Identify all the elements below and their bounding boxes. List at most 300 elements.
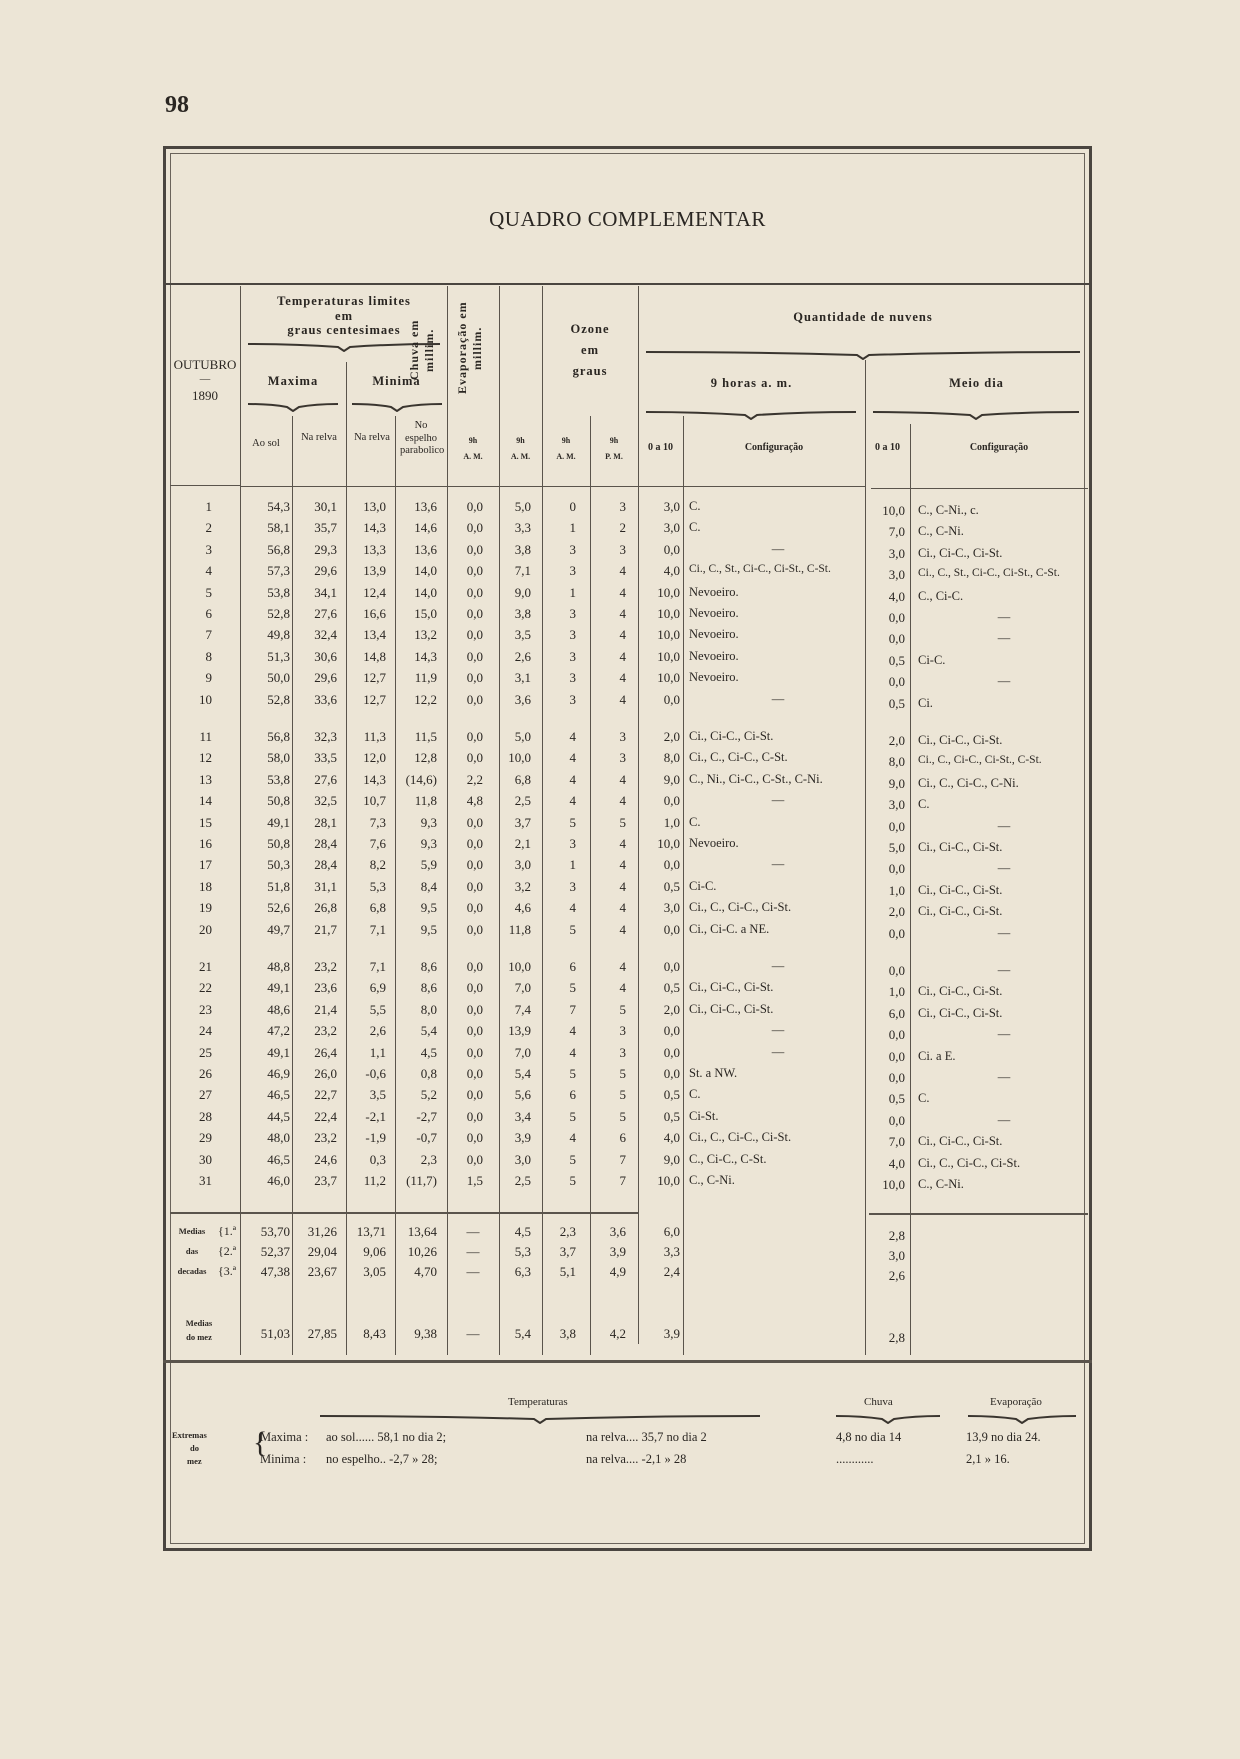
cloud-config-noon: Ci. a E.	[918, 1048, 956, 1063]
cloud-config-9h: Ci., Ci-C. a NE.	[689, 921, 770, 936]
table-cell: 13,9	[363, 563, 386, 579]
table-cell: (14,6)	[405, 771, 437, 787]
table-cell: 49,1	[267, 1044, 290, 1060]
day-number: 27	[199, 1087, 212, 1103]
cloud-config-9h: Nevoeiro.	[689, 627, 739, 642]
decade-mean-cell: 53,70	[260, 1224, 290, 1239]
cloud-amount-noon: 0,0	[888, 963, 905, 978]
table-cell: 7,6	[369, 836, 386, 851]
table-cell: 4,6	[514, 900, 531, 916]
month-mean-label: Medias	[185, 1318, 213, 1328]
table-cell: 52,6	[267, 900, 290, 916]
table-cell: 5,4	[420, 1023, 437, 1039]
table-cell: -2,7	[416, 1108, 437, 1124]
table-cell: 48,8	[267, 959, 290, 974]
title-rule	[166, 283, 1089, 285]
table-cell: 48,0	[267, 1130, 290, 1146]
table-cell: 0,0	[466, 1151, 483, 1167]
table-cell: 0,0	[466, 606, 483, 621]
table-cell: 28,4	[314, 857, 337, 873]
table-cell: 3	[569, 836, 576, 851]
table-cell: 31,1	[314, 878, 337, 894]
cloud-config-noon: —	[997, 1070, 1011, 1084]
table-cell: 14,8	[363, 648, 386, 664]
table-cell: 58,0	[267, 750, 290, 766]
column-divider	[910, 424, 911, 1355]
table-cell: 4	[569, 1130, 576, 1146]
footer-evaporacao-label: Evaporação	[990, 1396, 1042, 1408]
decade-mean-cell: 3,3	[663, 1244, 680, 1259]
table-cell: 4	[619, 606, 626, 621]
table-cell: 8,2	[369, 857, 386, 873]
table-cell: 0,8	[420, 1066, 437, 1081]
decade-mean-cell: —	[466, 1244, 480, 1259]
cloud-amount-noon: 3,0	[888, 545, 905, 561]
day-number: 23	[199, 1001, 212, 1017]
table-cell: 10,0	[657, 648, 680, 664]
cloud-amount-noon: 0,0	[888, 631, 905, 647]
table-cell: 0,3	[369, 1151, 386, 1167]
cloud-amount-noon: 2,0	[888, 733, 905, 748]
decade-mean-cell: 13,64	[407, 1224, 437, 1239]
nove-horas-brace	[646, 410, 856, 420]
cloud-config-9h: Nevoeiro.	[689, 606, 739, 620]
table-cell: 13,6	[414, 499, 437, 514]
cloud-config-9h: Ci., Ci-C., Ci-St.	[689, 980, 774, 995]
table-cell: 3	[619, 1044, 626, 1060]
ozone-9h-am-header: 9h	[561, 436, 571, 445]
table-cell: 0,0	[466, 1066, 483, 1081]
table-cell: 3	[569, 670, 576, 686]
table-cell: 3	[569, 606, 576, 621]
table-cell: 4	[569, 793, 576, 809]
table-cell: 3,7	[514, 814, 531, 830]
decade-mean-cell: 4,70	[414, 1264, 437, 1279]
table-cell: 2,5	[514, 1173, 531, 1188]
table-cell: 57,3	[267, 563, 290, 579]
table-cell: 6,9	[369, 980, 386, 996]
table-cell: 29,6	[314, 563, 337, 579]
table-cell: 5	[619, 1066, 626, 1081]
cloud-config-noon: C., C-Ni.	[918, 1177, 964, 1191]
cloud-config-noon: Ci., C., Ci-C., Ci-St., C-St.	[918, 754, 1042, 767]
decade-mean-cell: 6,0	[663, 1224, 680, 1239]
table-cell: 4	[619, 980, 626, 996]
cloud-config-9h: Ci., C., St., Ci-C., Ci-St., C-St.	[689, 563, 831, 576]
table-cell: 30,1	[314, 499, 337, 514]
table-cell: 10,0	[657, 1173, 680, 1188]
month-mean-cell: 8,43	[363, 1326, 386, 1341]
table-cell: 0,0	[663, 541, 680, 557]
table-cell: 7,4	[514, 1001, 531, 1017]
table-cell: 3	[569, 563, 576, 579]
cloud-config-noon: —	[997, 631, 1011, 646]
table-cell: 5	[619, 1108, 626, 1124]
table-cell: 0,0	[663, 1066, 680, 1081]
day-number: 20	[199, 921, 212, 937]
decade-cloud-noon: 2,8	[888, 1228, 905, 1243]
table-cell: 48,6	[267, 1001, 290, 1017]
cloud-amount-noon: 0,0	[888, 1027, 905, 1043]
table-cell: 2,0	[663, 729, 680, 744]
table-cell: 1,1	[369, 1044, 386, 1060]
table-cell: 4	[569, 729, 576, 744]
table-cell: 26,4	[314, 1044, 337, 1060]
table-cell: 6,8	[514, 771, 531, 787]
table-cell: 0,0	[663, 793, 680, 809]
decade-mean-cell: 4,9	[609, 1264, 626, 1279]
day-number: 11	[199, 729, 212, 744]
escala-9h-header: 0 a 10	[648, 442, 673, 453]
table-cell: 56,8	[267, 729, 290, 744]
table-cell: 0,0	[466, 729, 483, 744]
table-cell: -2,1	[365, 1108, 386, 1124]
table-cell: 33,5	[314, 750, 337, 766]
cloud-config-9h: Nevoeiro.	[689, 584, 739, 599]
table-cell: 3,2	[514, 878, 531, 894]
ozone-pm-header: P. M.	[605, 452, 623, 461]
na-relva-max-header: Na relva	[301, 432, 337, 443]
nuvens-brace	[646, 350, 1080, 360]
day-number: 6	[205, 606, 212, 621]
table-cell: 3,5	[369, 1087, 386, 1103]
cloud-config-9h: Ci., Ci-C., Ci-St.	[689, 729, 774, 743]
table-cell: 50,8	[267, 793, 290, 809]
table-cell: 0,0	[466, 1087, 483, 1103]
cloud-config-9h: C.	[689, 1087, 701, 1102]
table-cell: 23,6	[314, 980, 337, 996]
decade-mean-cell: 3,7	[559, 1244, 576, 1259]
table-cell: 35,7	[314, 520, 337, 536]
table-cell: 0,0	[663, 921, 680, 937]
day-number: 9	[205, 670, 212, 686]
table-cell: 46,9	[267, 1066, 290, 1081]
column-divider	[683, 416, 684, 1355]
cloud-config-9h: C., Ni., Ci-C., C-St., C-Ni.	[689, 771, 823, 786]
cloud-config-noon: —	[997, 818, 1011, 833]
table-cell: 51,3	[267, 648, 290, 664]
table-cell: 0,0	[466, 750, 483, 766]
table-cell: 4	[619, 627, 626, 643]
table-cell: 0,0	[466, 921, 483, 937]
table-cell: 51,8	[267, 878, 290, 894]
cloud-amount-noon: 0,0	[888, 1112, 905, 1128]
meio-dia-header: Meio dia	[949, 376, 1004, 390]
cloud-config-noon: Ci-C.	[918, 652, 946, 667]
table-cell: 50,8	[267, 836, 290, 851]
table-cell: 3,6	[514, 691, 531, 707]
table-cell: 49,8	[267, 627, 290, 643]
cloud-config-noon: C.	[918, 1091, 930, 1106]
table-cell: 0,5	[663, 1108, 680, 1124]
table-cell: 47,2	[267, 1023, 290, 1039]
decade-cloud-noon: 2,6	[888, 1268, 905, 1283]
table-cell: 7	[619, 1173, 626, 1188]
table-cell: 3,0	[514, 1151, 531, 1167]
table-cell: 13,6	[414, 541, 437, 557]
cloud-config-noon: Ci., Ci-C., Ci-St.	[918, 1134, 1003, 1149]
na-relva-min-header: Na relva	[354, 432, 390, 443]
table-cell: 3	[569, 627, 576, 643]
decade-ordinal: {2.ª	[218, 1244, 237, 1258]
table-cell: 3,0	[663, 520, 680, 536]
day-number: 2	[205, 520, 212, 536]
table-cell: 0,0	[466, 563, 483, 579]
table-cell: 9,5	[420, 900, 437, 916]
table-cell: 52,8	[267, 691, 290, 707]
day-number: 4	[205, 563, 212, 579]
footer-top-rule	[163, 1360, 1092, 1363]
table-cell: 5	[569, 1066, 576, 1081]
table-cell: 0,0	[466, 1130, 483, 1146]
decade-ordinal: {1.ª	[218, 1224, 237, 1238]
table-cell: 0,0	[663, 1023, 680, 1039]
table-cell: 4	[619, 878, 626, 894]
table-cell: 5	[619, 814, 626, 830]
table-cell: 14,6	[414, 520, 437, 536]
day-number: 31	[199, 1173, 212, 1188]
cloud-amount-noon: 0,0	[888, 1048, 905, 1064]
table-cell: 5	[569, 1151, 576, 1167]
table-cell: 4	[569, 750, 576, 766]
table-cell: 0,0	[466, 520, 483, 536]
table-cell: 0,0	[466, 857, 483, 873]
cloud-amount-noon: 7,0	[888, 1134, 905, 1150]
table-cell: 0,0	[466, 1108, 483, 1124]
footer-temperaturas-label: Temperaturas	[508, 1396, 568, 1408]
table-cell: 0,0	[466, 878, 483, 894]
table-cell: 49,7	[267, 921, 290, 937]
table-cell: 24,6	[314, 1151, 337, 1167]
table-cell: 4	[619, 670, 626, 686]
ozone-9h-pm-header: 9h	[609, 436, 619, 445]
table-cell: 33,6	[314, 691, 337, 707]
table-cell: 53,8	[267, 584, 290, 600]
cloud-config-9h: —	[771, 793, 785, 808]
cloud-amount-noon: 0,5	[888, 695, 905, 711]
month-mean-cell: 5,4	[514, 1326, 531, 1341]
table-cell: 4,0	[663, 1130, 680, 1146]
nuvens-header: Quantidade de nuvens	[793, 310, 933, 324]
cloud-config-noon: —	[997, 1027, 1011, 1042]
table-cell: 10,7	[363, 793, 386, 809]
table-cell: 3,3	[514, 520, 531, 536]
table-cell: 54,3	[267, 499, 290, 514]
table-cell: 5	[569, 814, 576, 830]
cloud-amount-noon: 7,0	[888, 524, 905, 540]
cloud-config-noon: Ci., Ci-C., Ci-St.	[918, 904, 1003, 919]
day-number: 18	[199, 878, 212, 894]
table-cell: 0,0	[466, 980, 483, 996]
escala-meio-dia-header: 0 a 10	[875, 442, 900, 453]
footer-extremas-label: Extremas	[172, 1430, 207, 1440]
cloud-config-noon: Ci., C., St., Ci-C., Ci-St., C-St.	[918, 567, 1060, 580]
table-cell: 0,0	[466, 959, 483, 974]
cloud-config-9h: Ci., C., Ci-C., Ci-St.	[689, 900, 792, 915]
table-cell: 3,9	[514, 1130, 531, 1146]
cloud-amount-noon: 0,0	[888, 861, 905, 877]
decade-mean-cell: 3,9	[609, 1244, 626, 1259]
table-cell: 26,8	[314, 900, 337, 916]
ozone-am-header: A. M.	[556, 452, 576, 461]
table-cell: 23,7	[314, 1173, 337, 1188]
table-cell: 12,7	[363, 691, 386, 707]
evap-9h-header: 9h	[516, 436, 525, 445]
decade-mean-cell: 5,3	[514, 1244, 531, 1259]
table-cell: 11,3	[363, 729, 386, 744]
table-cell: 7,0	[514, 1044, 531, 1060]
decade-mean-cell: 29,04	[307, 1244, 337, 1259]
maxima-header: Maxima	[267, 374, 319, 388]
table-cell: 22,4	[314, 1108, 337, 1124]
cloud-config-9h: —	[771, 541, 785, 556]
table-cell: 13,2	[414, 627, 437, 643]
cloud-config-noon: C., C-Ni., c.	[918, 503, 979, 517]
cloud-config-9h: Nevoeiro.	[689, 670, 739, 685]
footer-temperature-brace	[320, 1414, 760, 1424]
table-cell: 29,3	[314, 541, 337, 557]
table-cell: 13,9	[508, 1023, 531, 1039]
temperature-group-header-units: graus centesimaes	[287, 323, 401, 337]
day-number: 8	[205, 648, 212, 664]
table-cell: 5,3	[369, 878, 386, 894]
decade-mean-cell: —	[466, 1224, 480, 1239]
table-cell: 2,6	[369, 1023, 386, 1039]
footer-chuva-label: Chuva	[864, 1396, 893, 1408]
footer-maxima-chuva: 4,8 no dia 14	[836, 1430, 902, 1444]
table-cell: 12,0	[363, 750, 386, 766]
table-cell: 4	[569, 900, 576, 916]
cloud-amount-noon: 4,0	[888, 588, 905, 604]
footer-maxima-sol: ao sol...... 58,1 no dia 2;	[326, 1430, 447, 1444]
table-cell: 0,0	[466, 541, 483, 557]
table-cell: -0,7	[416, 1130, 437, 1146]
cloud-config-9h: —	[771, 691, 785, 706]
table-cell: 6	[569, 959, 576, 974]
no-espelho-header: No espelho parabolico	[400, 420, 445, 457]
table-cell: 1	[569, 857, 576, 873]
ao-sol-header: Ao sol	[252, 438, 280, 449]
table-cell: 5	[569, 921, 576, 937]
month-label: OUTUBRO	[173, 357, 237, 372]
table-cell: 5,2	[420, 1087, 437, 1103]
month-mean-cell: —	[466, 1326, 480, 1341]
day-number: 13	[199, 771, 212, 787]
cloud-amount-noon: 2,0	[888, 904, 905, 920]
table-cell: 50,0	[267, 670, 290, 686]
table-cell: (11,7)	[406, 1173, 437, 1188]
table-cell: 4,0	[663, 563, 680, 579]
nove-horas-header: 9 horas a. m.	[710, 376, 793, 390]
table-cell: 4	[619, 771, 626, 787]
cloud-config-noon: Ci., C., Ci-C., C-Ni.	[918, 775, 1019, 790]
ozone-header-units: graus	[572, 364, 608, 378]
table-cell: 4,5	[420, 1044, 437, 1060]
footer-minima-espelho: no espelho.. -2,7 » 28;	[326, 1452, 438, 1466]
day-number: 21	[199, 959, 212, 974]
header-bottom-rule	[871, 488, 1088, 489]
cloud-amount-noon: 4,0	[888, 1155, 905, 1171]
month-mean-label: do mez	[186, 1332, 212, 1342]
month-mean-cell: 3,9	[663, 1326, 680, 1341]
table-cell: 0,0	[663, 691, 680, 707]
maxima-brace	[248, 402, 338, 412]
table-cell: 21,7	[314, 921, 337, 937]
day-number: 5	[205, 584, 212, 600]
table-cell: 9,3	[420, 836, 437, 851]
table-cell: 9,3	[420, 814, 437, 830]
cloud-config-9h: —	[771, 959, 785, 973]
day-number: 3	[205, 541, 212, 557]
table-cell: 9,0	[663, 1151, 680, 1167]
temperature-group-header: Temperaturas limites	[277, 294, 411, 308]
table-cell: 14,0	[414, 584, 437, 600]
table-cell: 9,0	[663, 771, 680, 787]
table-cell: 1,5	[466, 1173, 483, 1188]
table-cell: 3,0	[663, 900, 680, 916]
table-cell: 4	[569, 1023, 576, 1039]
cloud-amount-noon: 10,0	[882, 503, 905, 518]
decade-mean-cell: 2,3	[559, 1224, 576, 1239]
decade-label: Medias	[178, 1226, 206, 1236]
table-cell: 3,4	[514, 1108, 531, 1124]
cloud-config-noon: Ci., Ci-C., Ci-St.	[918, 545, 1003, 560]
table-cell: 5	[569, 1108, 576, 1124]
cloud-config-noon: Ci., Ci-C., Ci-St.	[918, 882, 1003, 897]
table-cell: 1	[569, 520, 576, 536]
table-cell: 10,0	[657, 836, 680, 851]
cloud-config-noon: Ci.	[918, 695, 933, 710]
decade-label: decadas	[177, 1266, 207, 1276]
footer-extremas-label: mez	[187, 1456, 202, 1466]
table-cell: 46,0	[267, 1173, 290, 1188]
table-cell: 11,8	[414, 793, 437, 809]
table-cell: 0,0	[466, 670, 483, 686]
footer-minima-chuva: ............	[836, 1452, 874, 1466]
chuva-header: Chuva em millim.	[407, 319, 436, 381]
cloud-config-noon: Ci., Ci-C., Ci-St.	[918, 1005, 1003, 1020]
month-mean-cell: 4,2	[609, 1326, 626, 1341]
decade-mean-cell: —	[466, 1264, 480, 1279]
table-cell: 0,5	[663, 1087, 680, 1103]
table-cell: 5	[569, 1173, 576, 1188]
table-cell: 3	[619, 750, 626, 766]
day-number: 22	[199, 980, 212, 996]
month-mean-cell: 27,85	[307, 1326, 337, 1341]
cloud-config-9h: Ci., C., Ci-C., C-St.	[689, 750, 788, 765]
decade-mean-cell: 4,5	[514, 1224, 531, 1239]
table-cell: 0,0	[466, 814, 483, 830]
table-cell: 5,5	[369, 1001, 386, 1017]
footer-maxima-evap: 13,9 no dia 24.	[966, 1430, 1041, 1444]
table-cell: 1	[569, 584, 576, 600]
table-cell: 27,6	[314, 771, 337, 787]
table-cell: 6,8	[369, 900, 386, 916]
table-cell: 29,6	[314, 670, 337, 686]
day-number: 26	[199, 1066, 212, 1081]
table-cell: 46,5	[267, 1087, 290, 1103]
header-bottom-rule	[240, 486, 865, 487]
table-cell: 5,9	[420, 857, 437, 873]
table-cell: 49,1	[267, 980, 290, 996]
table-cell: 7,1	[369, 921, 386, 937]
table-cell: 3	[619, 499, 626, 514]
decade-mean-cell: 23,67	[307, 1264, 337, 1279]
table-cell: 13,0	[363, 499, 386, 514]
decade-mean-cell: 13,71	[356, 1224, 386, 1239]
table-cell: 4	[619, 959, 626, 974]
decade-mean-cell: 9,06	[363, 1244, 386, 1259]
